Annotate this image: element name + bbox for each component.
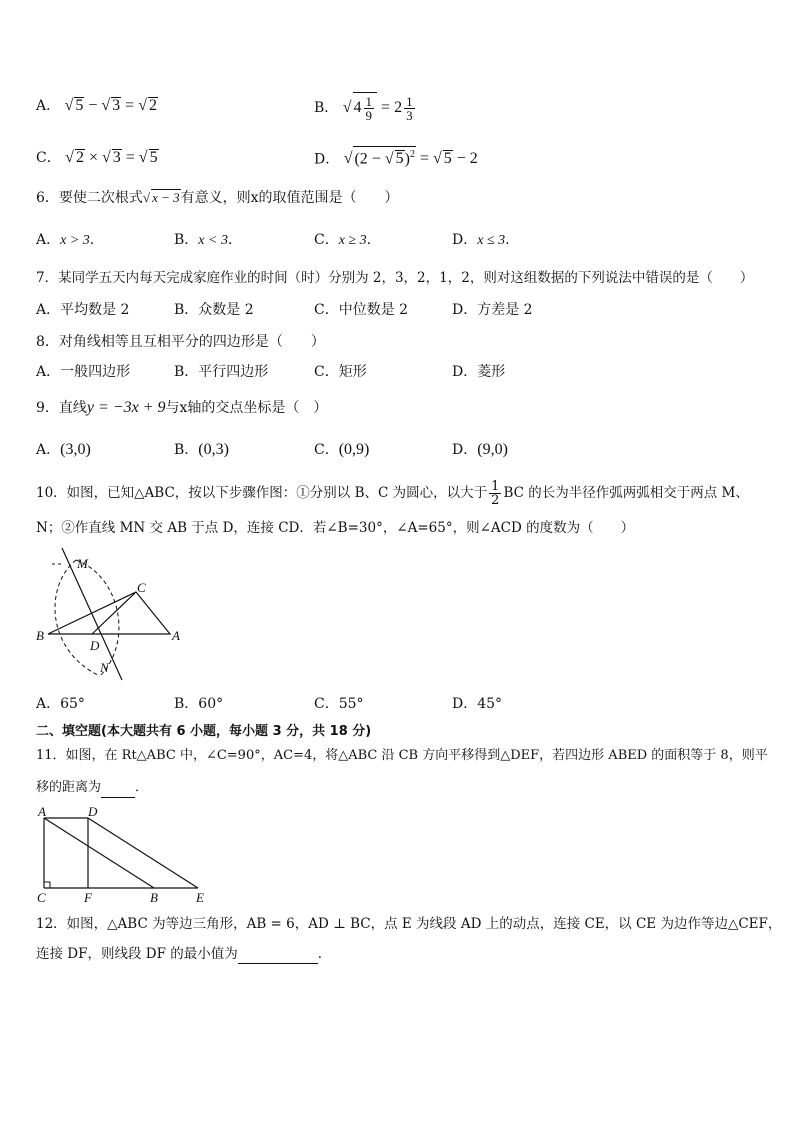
- frac-den: 9: [365, 108, 373, 123]
- q9-option-b: [174, 440, 229, 460]
- q10-figure: [34, 546, 194, 686]
- q8-stem: 8．对角线相等且互相平分的四边形是（ ）: [36, 334, 325, 350]
- frac-num: 1: [406, 94, 413, 109]
- radicand: 3: [112, 97, 121, 114]
- stem-text: 与x轴的交点坐标是（ ）: [165, 400, 328, 416]
- q5-option-a: [36, 96, 158, 116]
- q9-stem: [36, 398, 327, 418]
- stem-text: 9．直线: [36, 400, 87, 416]
- option-expr: (3,0): [60, 441, 91, 458]
- option-label: D．: [314, 151, 340, 168]
- term: − 2: [456, 150, 478, 168]
- q5-b-expr: √ 4 $\frac{1}{9}$ = 2 $\frac{1}{3}$: [342, 94, 413, 123]
- q6-option-a: A．x > 3.: [36, 232, 95, 248]
- answer-blank[interactable]: [101, 797, 135, 798]
- q8-option-c: C．矩形: [314, 364, 367, 380]
- q7-option-c: C．中位数是 2: [314, 302, 409, 318]
- option-label: C．: [36, 150, 61, 166]
- q6-option-c: C．x ≥ 3.: [314, 232, 372, 248]
- radicand: 3: [112, 149, 121, 166]
- label-b: B: [150, 890, 158, 905]
- mixed-whole: 4: [353, 99, 362, 117]
- frac-num: 1: [365, 94, 373, 109]
- option-expr: (0,9): [338, 441, 370, 458]
- stem-text: 有意义，则x的取值范围是（ ）: [180, 190, 399, 206]
- option-expr: x ≤ 3: [477, 233, 506, 248]
- q11-stem-line1: 11．如图，在 Rt△ABC 中，∠C=90°，AC=4，将△ABC 沿 CB 方向平移得到△DEF，若四边形 ABED 的面积等于 8，则平: [36, 748, 768, 763]
- q10-stem-line1: [36, 480, 749, 507]
- stem-text: BC 的长为半径作弧两弧相交于两点 M、: [503, 485, 749, 501]
- stem-text: 10．如图，已知△ABC，按以下步骤作图：①分别以 B、C 为圆心，以大于: [36, 485, 488, 501]
- label-c: C: [137, 580, 146, 595]
- option-label: B．: [174, 232, 199, 248]
- frac-num: 1: [491, 479, 500, 494]
- q5-c-expr: √ 2 × √ 3 = √ 5: [65, 149, 158, 166]
- option-label: A．: [36, 232, 61, 248]
- stem-text: 6．要使二次根式: [36, 190, 143, 206]
- q10-option-d: D．45°: [452, 696, 503, 712]
- q5-d-expr: √ (2 − √ 5)$^2$ = √ 5 − 2: [344, 150, 478, 167]
- option-label: C．: [314, 232, 339, 248]
- q7-option-d: D．方差是 2: [452, 302, 533, 318]
- q10-option-c: C．55°: [314, 696, 364, 712]
- q11-stem-line2: [36, 778, 148, 798]
- q9-option-c: [314, 440, 369, 460]
- equation: y = −3x + 9: [86, 399, 166, 416]
- q10-stem-line2: N；②作直线 MN 交 AB 于点 D，连接 CD．若∠B=30°，∠A=65°，则∠ACD 的度数为（ ）: [36, 520, 635, 536]
- q5-option-b: [314, 92, 417, 122]
- option-label: A．: [36, 98, 61, 114]
- option-label: D．: [452, 442, 478, 458]
- option-label: D．: [452, 232, 478, 248]
- option-label: A．: [36, 442, 61, 458]
- q8-option-d: D．菱形: [452, 364, 506, 380]
- frac-den: 3: [406, 108, 413, 123]
- label-b: B: [36, 628, 44, 643]
- label-f: F: [84, 890, 92, 905]
- mixed-whole: 2: [394, 99, 403, 117]
- q8-option-b: B．平行四边形: [174, 364, 269, 380]
- radicand: x − 3: [152, 190, 180, 205]
- label-c: C: [37, 890, 46, 905]
- q7-option-b: B．众数是 2: [174, 302, 254, 318]
- stem-text: ．: [317, 946, 332, 962]
- label-d: D: [90, 638, 100, 653]
- option-label: B．: [174, 442, 199, 458]
- q9-option-d: [452, 440, 508, 460]
- answer-blank[interactable]: [238, 963, 318, 964]
- q5-option-d: [314, 146, 478, 169]
- option-expr: (9,0): [477, 441, 508, 458]
- q5-a-expr: √ 5 − √ 3 = √ 2: [64, 97, 157, 114]
- q6-option-b: B．x < 3.: [174, 232, 233, 248]
- radicand: 2: [148, 97, 157, 114]
- label-d: D: [88, 804, 98, 819]
- right-angle-mark: [44, 882, 50, 888]
- q5-option-c: [36, 148, 159, 168]
- label-a: A: [172, 628, 180, 643]
- q12-stem-line2: [36, 944, 331, 964]
- q6-option-d: D．x ≤ 3.: [452, 232, 510, 248]
- q9-option-a: [36, 440, 91, 460]
- q12-stem-line1: 12．如图，△ABC 为等边三角形，AB = 6，AD ⊥ BC，点 E 为线段 AD 上的动点，连接 CE，以 CE 为边作等边△CEF，: [36, 916, 782, 932]
- segment-de: [88, 818, 198, 888]
- q8-option-a: A．一般四边形: [36, 364, 131, 380]
- stem-text: 连接 DF，则线段 DF 的最小值为: [36, 946, 238, 962]
- triangle-abc: [48, 592, 170, 634]
- label-m: M: [77, 556, 88, 571]
- option-label: B．: [314, 100, 339, 117]
- option-expr: (0,3): [198, 441, 229, 458]
- radicand: 5: [149, 149, 158, 166]
- option-expr: x < 3: [198, 233, 228, 248]
- option-expr: x ≥ 3: [338, 233, 367, 248]
- label-e: E: [196, 890, 204, 905]
- stem-text: 移的距离为: [36, 780, 102, 795]
- q7-stem: 7．某同学五天内每天完成家庭作业的时间（时）分别为 2，3，2，1，2，则对这组数据的下列说法中错误的是（ ）: [36, 270, 754, 286]
- q6-stem: 6．要使二次根式√ x − 3有意义，则x的取值范围是（ ）: [36, 190, 399, 206]
- segment-ab: [44, 818, 154, 888]
- option-label: C．: [314, 442, 339, 458]
- frac-den: 2: [491, 493, 500, 508]
- radicand: 5: [75, 97, 84, 114]
- stem-text: ．: [135, 780, 149, 795]
- q10-option-b: B．60°: [174, 696, 224, 712]
- q7-option-a: A．平均数是 2: [36, 302, 130, 318]
- label-n: N: [100, 660, 109, 675]
- q11-figure: [34, 804, 214, 906]
- q10-option-a: A．65°: [36, 696, 85, 712]
- term: 2: [359, 150, 368, 168]
- section-heading: 二、填空题(本大题共有 6 小题，每小题 3 分，共 18 分): [36, 724, 372, 739]
- label-a: A: [38, 804, 46, 819]
- segment-cd: [92, 592, 136, 634]
- option-expr: x > 3: [60, 233, 90, 248]
- radicand: 2: [75, 149, 84, 166]
